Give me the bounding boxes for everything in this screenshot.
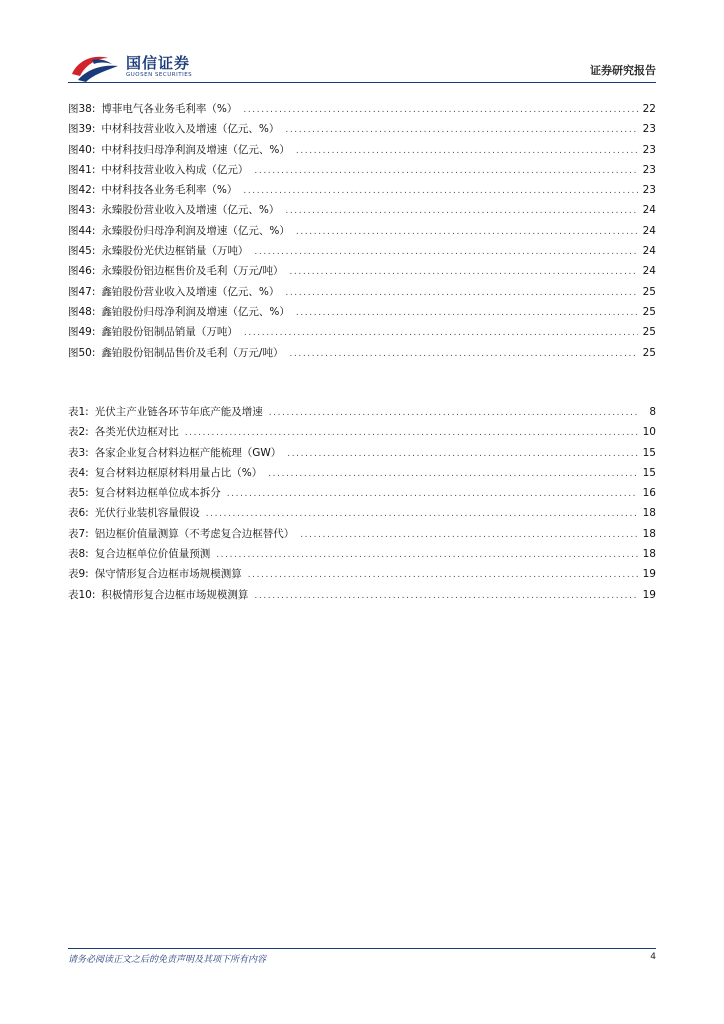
dot-leader	[262, 469, 638, 479]
toc-title: 各家企业复合材料边框产能梳理（GW）	[94, 446, 282, 459]
toc-page: 25	[642, 326, 656, 339]
toc-title: 积极情形复合边框市场规模测算	[101, 588, 249, 601]
toc-title: 鑫铂股份铝制品售价及毛利（万元/吨）	[101, 346, 284, 359]
toc-row-figure[interactable]	[68, 263, 656, 283]
toc-page: 18	[642, 548, 656, 561]
header-divider	[68, 82, 656, 83]
dot-leader	[179, 428, 638, 438]
toc-label: 表6:	[68, 507, 89, 520]
dot-leader	[221, 489, 638, 499]
toc-label: 图41:	[68, 163, 96, 176]
toc-label: 表5:	[68, 487, 89, 500]
toc-title: 保守情形复合边框市场规模测算	[94, 568, 242, 581]
toc-page: 25	[642, 346, 656, 359]
toc-title: 铝边框价值量测算（不考虑复合边框替代）	[94, 527, 295, 540]
report-type-label: 证券研究报告	[590, 64, 656, 77]
toc-title: 复合边框单位价值量预测	[94, 548, 211, 561]
toc-row-figure[interactable]	[68, 284, 656, 304]
toc-label: 图39:	[68, 123, 96, 136]
toc-row-figure[interactable]	[68, 182, 656, 202]
toc-label: 表10:	[68, 588, 96, 601]
toc-title: 复合材料边框单位成本拆分	[94, 487, 221, 500]
toc-title: 鑫铂股份铝制品销量（万吨）	[101, 326, 238, 339]
toc-page: 23	[642, 143, 656, 156]
dot-leader	[290, 227, 638, 237]
dot-leader	[279, 288, 638, 298]
toc-row-figure[interactable]	[68, 304, 656, 324]
dot-leader	[281, 449, 638, 459]
dot-leader	[279, 125, 638, 135]
toc-label: 表7:	[68, 527, 89, 540]
toc-title: 光伏主产业链各环节年底产能及增速	[94, 406, 263, 418]
toc-label: 图49:	[68, 326, 96, 339]
toc-row-figure[interactable]	[68, 121, 656, 141]
toc-row-table[interactable]	[68, 485, 656, 505]
toc-page: 24	[642, 224, 656, 237]
dot-leader	[210, 550, 638, 560]
dot-leader	[248, 166, 638, 176]
toc-row-figure[interactable]	[68, 324, 656, 344]
toc-row-figure[interactable]	[68, 223, 656, 243]
toc-label: 图40:	[68, 143, 96, 156]
toc-page: 19	[642, 588, 656, 601]
toc-label: 表8:	[68, 548, 89, 561]
toc-title: 永臻股份铝边框售价及毛利（万元/吨）	[101, 265, 284, 278]
toc-row-table[interactable]	[68, 546, 656, 566]
toc-row-figure[interactable]	[68, 101, 656, 121]
toc-title: 永臻股份归母净利润及增速（亿元、%）	[101, 224, 290, 237]
dot-leader	[242, 570, 638, 580]
toc-title: 永臻股份光伏边框销量（万吨）	[101, 245, 249, 258]
toc-page: 24	[642, 245, 656, 258]
toc-row-figure[interactable]	[68, 162, 656, 182]
toc-page: 24	[642, 204, 656, 217]
logo-text-en: GUOSEN SECURITIES	[126, 72, 193, 78]
toc-row-table[interactable]	[68, 424, 656, 444]
footer-divider	[68, 948, 656, 949]
toc-page: 18	[642, 527, 656, 540]
toc-page: 25	[642, 285, 656, 298]
toc-page: 25	[642, 305, 656, 318]
toc-label: 图38:	[68, 103, 96, 115]
toc-row-figure[interactable]	[68, 202, 656, 222]
toc-title: 中材科技归母净利润及增速（亿元、%）	[101, 143, 290, 156]
dot-leader	[290, 146, 638, 156]
toc-page: 23	[642, 163, 656, 176]
toc-row-table[interactable]	[68, 566, 656, 586]
toc-row-table[interactable]	[68, 404, 656, 424]
toc-label: 图50:	[68, 346, 96, 359]
dot-leader	[294, 530, 638, 540]
toc-page: 15	[642, 466, 656, 479]
page-header	[68, 50, 656, 84]
toc-page: 23	[642, 123, 656, 136]
dot-leader	[283, 267, 638, 277]
toc-row-table[interactable]	[68, 445, 656, 465]
toc-label: 图47:	[68, 285, 96, 298]
toc-label: 图44:	[68, 224, 96, 237]
toc-label: 图48:	[68, 305, 96, 318]
toc-title: 光伏行业装机容量假设	[94, 507, 200, 520]
toc-label: 图42:	[68, 184, 96, 197]
dot-leader	[237, 105, 638, 115]
toc-label: 表2:	[68, 426, 89, 439]
dot-leader	[290, 308, 638, 318]
toc-label: 表4:	[68, 466, 89, 479]
toc-row-figure[interactable]	[68, 142, 656, 162]
toc-title: 中材科技营业收入及增速（亿元、%）	[101, 123, 280, 136]
toc-row-table[interactable]	[68, 505, 656, 525]
toc-page: 8	[649, 406, 656, 418]
table-list	[68, 404, 656, 607]
toc-title: 永臻股份营业收入及增速（亿元、%）	[101, 204, 280, 217]
toc-page: 10	[642, 426, 656, 439]
toc-page: 16	[642, 487, 656, 500]
toc-page: 19	[642, 568, 656, 581]
toc-title: 鑫铂股份营业收入及增速（亿元、%）	[101, 285, 280, 298]
guosen-logo	[68, 50, 228, 84]
toc-label: 图45:	[68, 245, 96, 258]
dot-leader	[283, 349, 638, 359]
dot-leader	[248, 247, 638, 257]
toc-label: 表9:	[68, 568, 89, 581]
toc-label: 表1:	[68, 406, 89, 418]
toc-title: 复合材料边框原材料用量占比（%）	[94, 466, 263, 479]
toc-title: 鑫铂股份归母净利润及增速（亿元、%）	[101, 305, 290, 318]
dot-leader	[238, 328, 638, 338]
toc-page: 15	[642, 446, 656, 459]
toc-label: 图46:	[68, 265, 96, 278]
toc-row-figure[interactable]	[68, 243, 656, 263]
toc-page: 23	[642, 184, 656, 197]
toc-page: 18	[642, 507, 656, 520]
dot-leader	[200, 509, 638, 519]
dot-leader	[263, 408, 638, 418]
toc-page: 22	[642, 103, 656, 115]
toc-title: 中材科技各业务毛利率（%）	[101, 184, 238, 197]
toc-title: 各类光伏边框对比	[94, 426, 179, 439]
dot-leader	[279, 206, 638, 216]
toc-title: 博菲电气各业务毛利率（%）	[101, 103, 238, 115]
disclaimer-note: 请务必阅读正文之后的免责声明及其项下所有内容	[68, 955, 267, 965]
page-number: 4	[650, 952, 656, 962]
toc-row-table[interactable]	[68, 526, 656, 546]
toc-row-table[interactable]	[68, 465, 656, 485]
toc-label: 表3:	[68, 446, 89, 459]
dot-leader	[237, 186, 638, 196]
figure-list	[68, 101, 656, 365]
guosen-logo-icon	[68, 52, 122, 82]
toc-row-table[interactable]	[68, 587, 656, 607]
logo-text-cn: 国信证券	[126, 54, 191, 72]
toc-title: 中材科技营业收入构成（亿元）	[101, 163, 249, 176]
toc-row-figure[interactable]	[68, 345, 656, 365]
toc-label: 图43:	[68, 204, 96, 217]
dot-leader	[248, 591, 638, 601]
toc-page: 24	[642, 265, 656, 278]
